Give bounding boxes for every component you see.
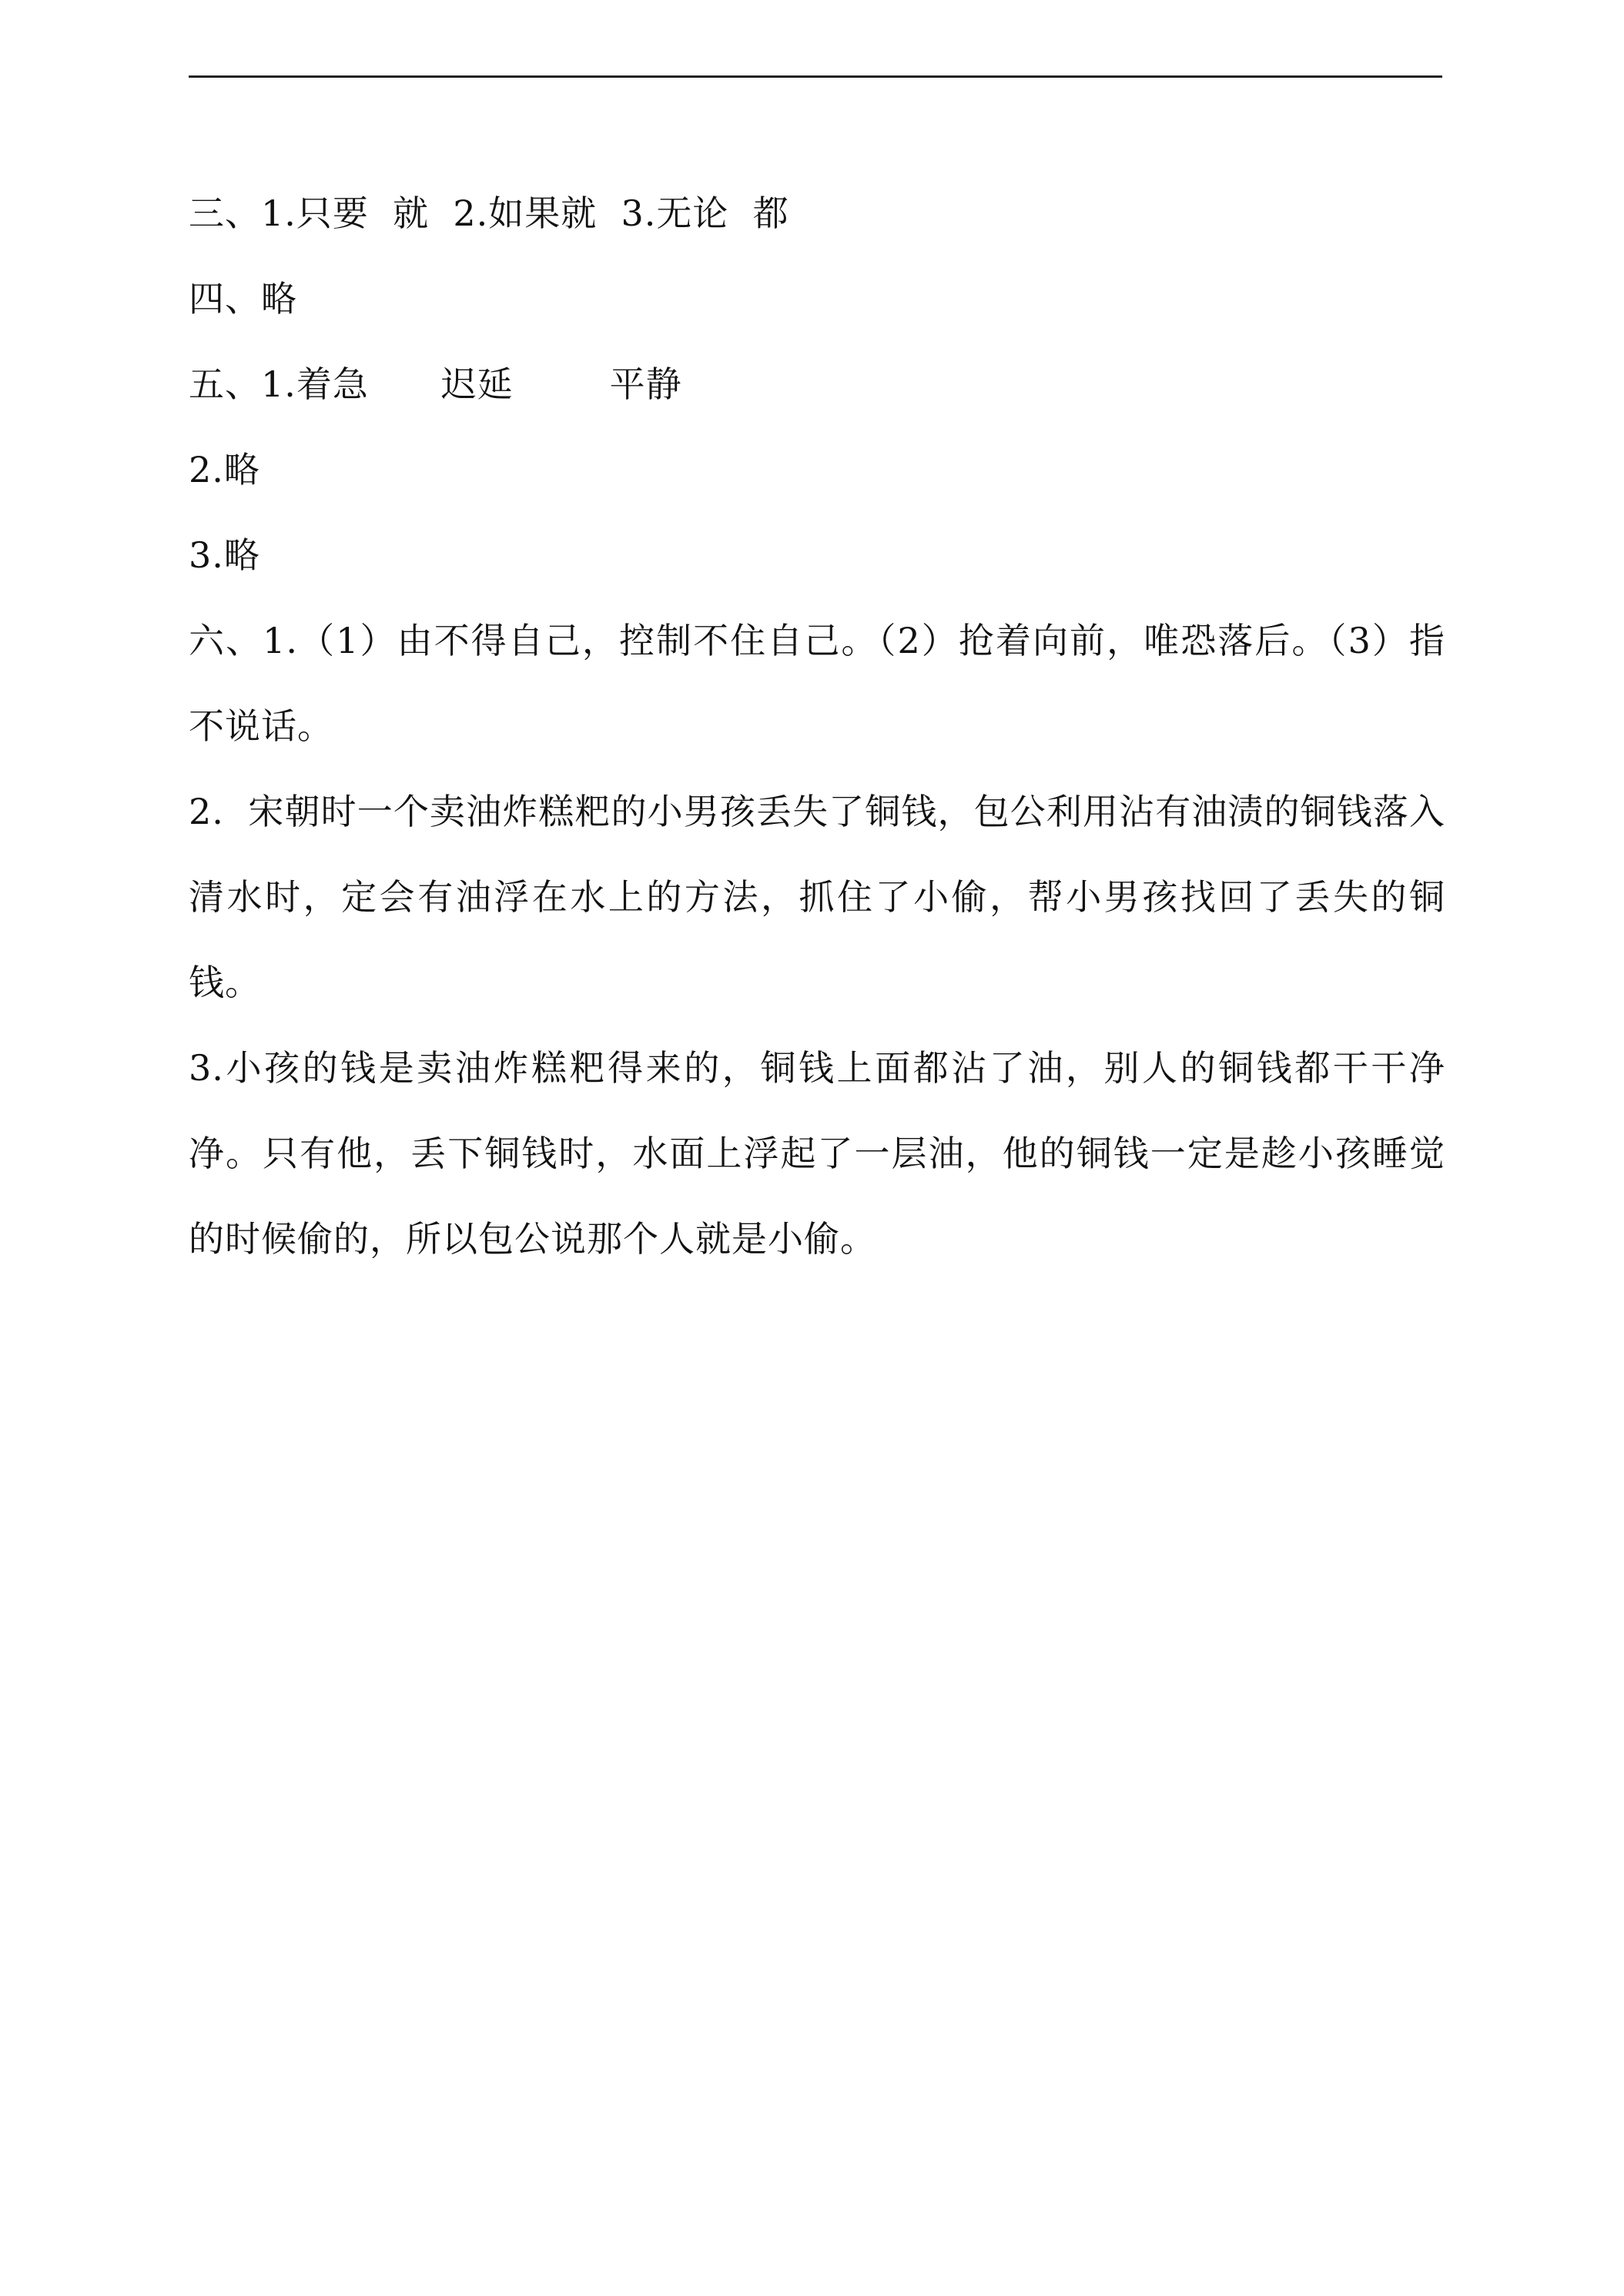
answer-section-5-item-3: 3.略 — [189, 534, 260, 576]
answer-section-5-item-1: 五、1.着急 迟延 平静 — [189, 363, 682, 405]
answer-section-3: 三、1.只要 就 2.如果就 3.无论 都 — [189, 192, 789, 234]
answer-content — [189, 171, 1445, 1282]
answer-section-6-item-2: 2. 宋朝时一个卖油炸糕粑的小男孩丢失了铜钱，包公利用沾有油渍的铜钱落入清水时，定会有油浮在水上的方法，抓住了小偷，帮小男孩找回了丢失的铜钱。 — [189, 791, 1445, 1003]
answer-section-6-item-3: 3.小孩的钱是卖油炸糕粑得来的，铜钱上面都沾了油，别人的铜钱都干干净净。只有他，丢下铜钱时，水面上浮起了一层油，他的铜钱一定是趁小孩睡觉的时候偷的，所以包公说那个人就是小偷。 — [189, 1047, 1445, 1260]
answer-section-6-item-1: 六、1.（1）由不得自己，控制不住自己。（2）抢着向前，唯恐落后。（3）指不说话。 — [189, 620, 1445, 747]
answer-section-4: 四、略 — [189, 278, 297, 320]
header-rule — [189, 75, 1442, 78]
answer-section-5-item-2: 2.略 — [189, 449, 260, 490]
